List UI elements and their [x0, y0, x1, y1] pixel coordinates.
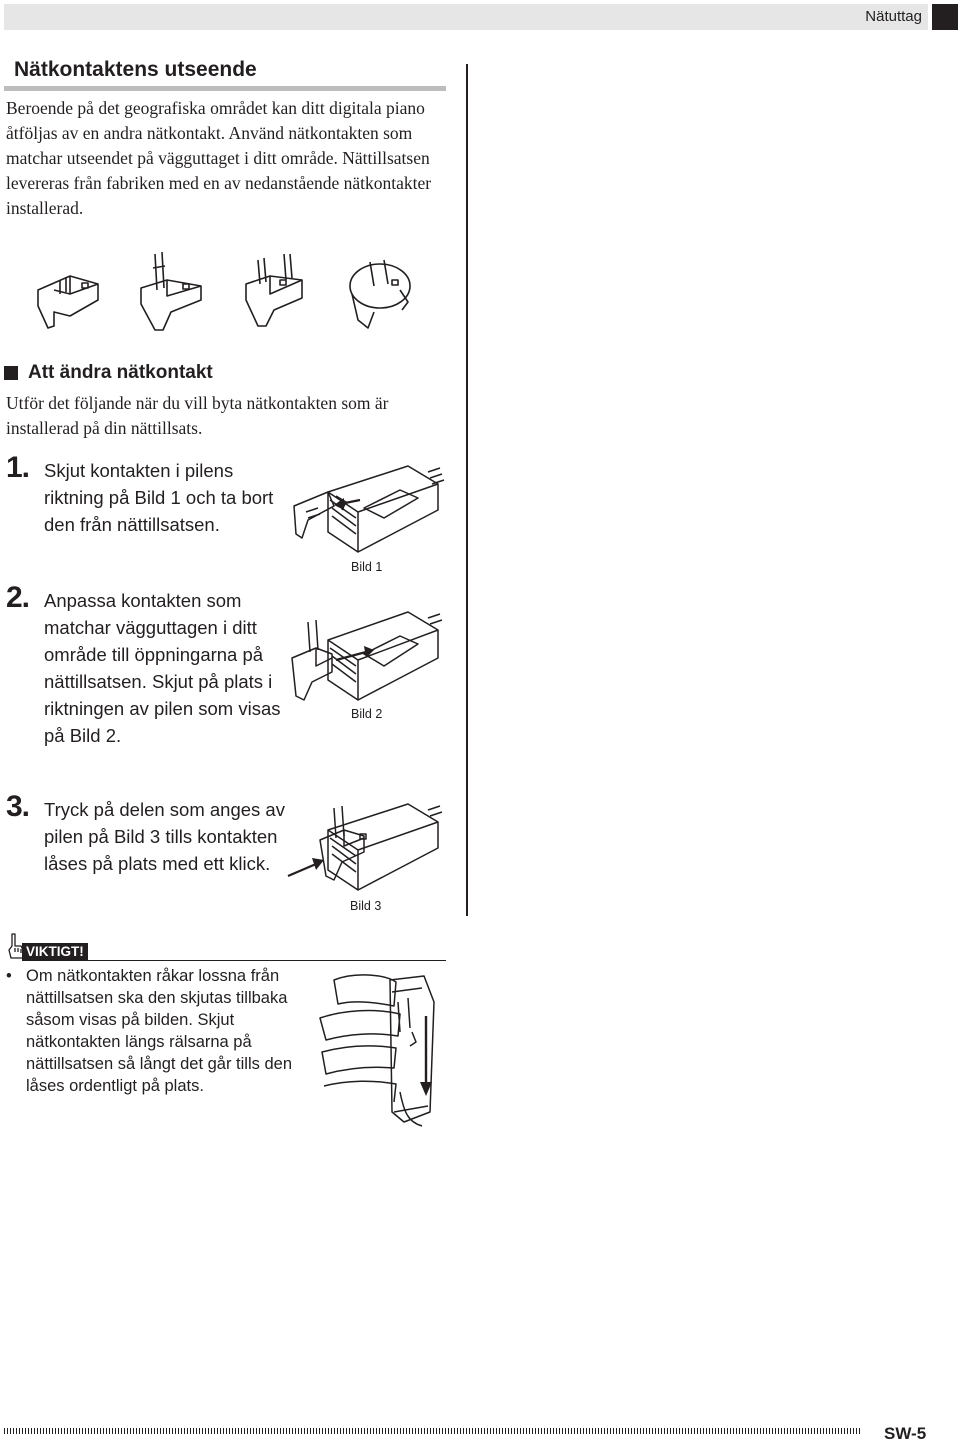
figure-2-illustration [288, 608, 448, 710]
plug-type-c-icon [246, 254, 302, 326]
section-marker-block [932, 4, 958, 30]
step-3-text: Tryck på delen som anges av pilen på Bild 3 tills kontakten låses på plats med ett klick. [44, 799, 285, 874]
subsection-title [4, 362, 213, 384]
bullet: • [6, 967, 12, 985]
figure-3-illustration [286, 800, 446, 900]
intro-paragraph: Beroende på det geografiska området kan ditt digitala piano åtföljas av en andra nätkontakt. Använd nätkontakten som matchar utseendet på vägguttaget i ditt område. Nättillsatsen levereras från fabriken med en av nedanstående nätkontakter installerad. [6, 98, 432, 218]
warning-badge: VIKTIGT! [22, 943, 88, 960]
header-bar [4, 4, 928, 30]
figure-1-label: Bild 1 [351, 560, 383, 574]
figure-2-label: Bild 2 [351, 707, 383, 721]
figure-1-illustration [288, 462, 448, 562]
warning-rule [22, 960, 446, 961]
step-3 [6, 790, 286, 877]
hand-sliding-plug-illustration [304, 962, 454, 1132]
step-1 [6, 451, 286, 538]
plug-type-a-icon [38, 276, 98, 328]
section-header-label: Nätuttag [865, 8, 922, 25]
warning-list-item [6, 965, 306, 1097]
subsection-intro: Utför det följande när du vill byta nätkontakten som är installerad på din nättillsats. [6, 393, 389, 438]
step-2 [6, 581, 286, 749]
subsection-title-text: Att ändra nätkontakt [28, 362, 213, 383]
section-title-rule [4, 86, 446, 91]
subsection-marker-icon [4, 366, 18, 380]
plug-type-d-icon [350, 260, 410, 328]
step-1-number: 1. [6, 451, 30, 484]
warning-text: Om nätkontakten råkar lossna från nättillsatsen ska den skjutas tillbaka såsom visas på bilden. Skjut nätkontakten längs rälsarna på nättillsatsen så långt det går tills den låses ordentligt på plats. [26, 967, 292, 1095]
step-2-number: 2. [6, 581, 30, 614]
column-divider [466, 64, 468, 916]
step-2-text: Anpassa kontakten som matchar vägguttagen i ditt område till öppningarna på nättillsatsen. Skjut på plats i riktningen av pilen som visas på Bild 2. [44, 590, 281, 746]
step-3-number: 3. [6, 790, 30, 823]
step-1-text: Skjut kontakten i pilens riktning på Bild 1 och ta bort den från nättillsatsen. [44, 460, 274, 535]
figure-3-label: Bild 3 [350, 899, 382, 913]
plug-types-illustration [30, 250, 440, 340]
page-number: SW-5 [884, 1424, 927, 1443]
section-title: Nätkontaktens utseende [14, 58, 257, 81]
footer-rule [4, 1428, 860, 1434]
plug-type-b-icon [141, 252, 201, 330]
